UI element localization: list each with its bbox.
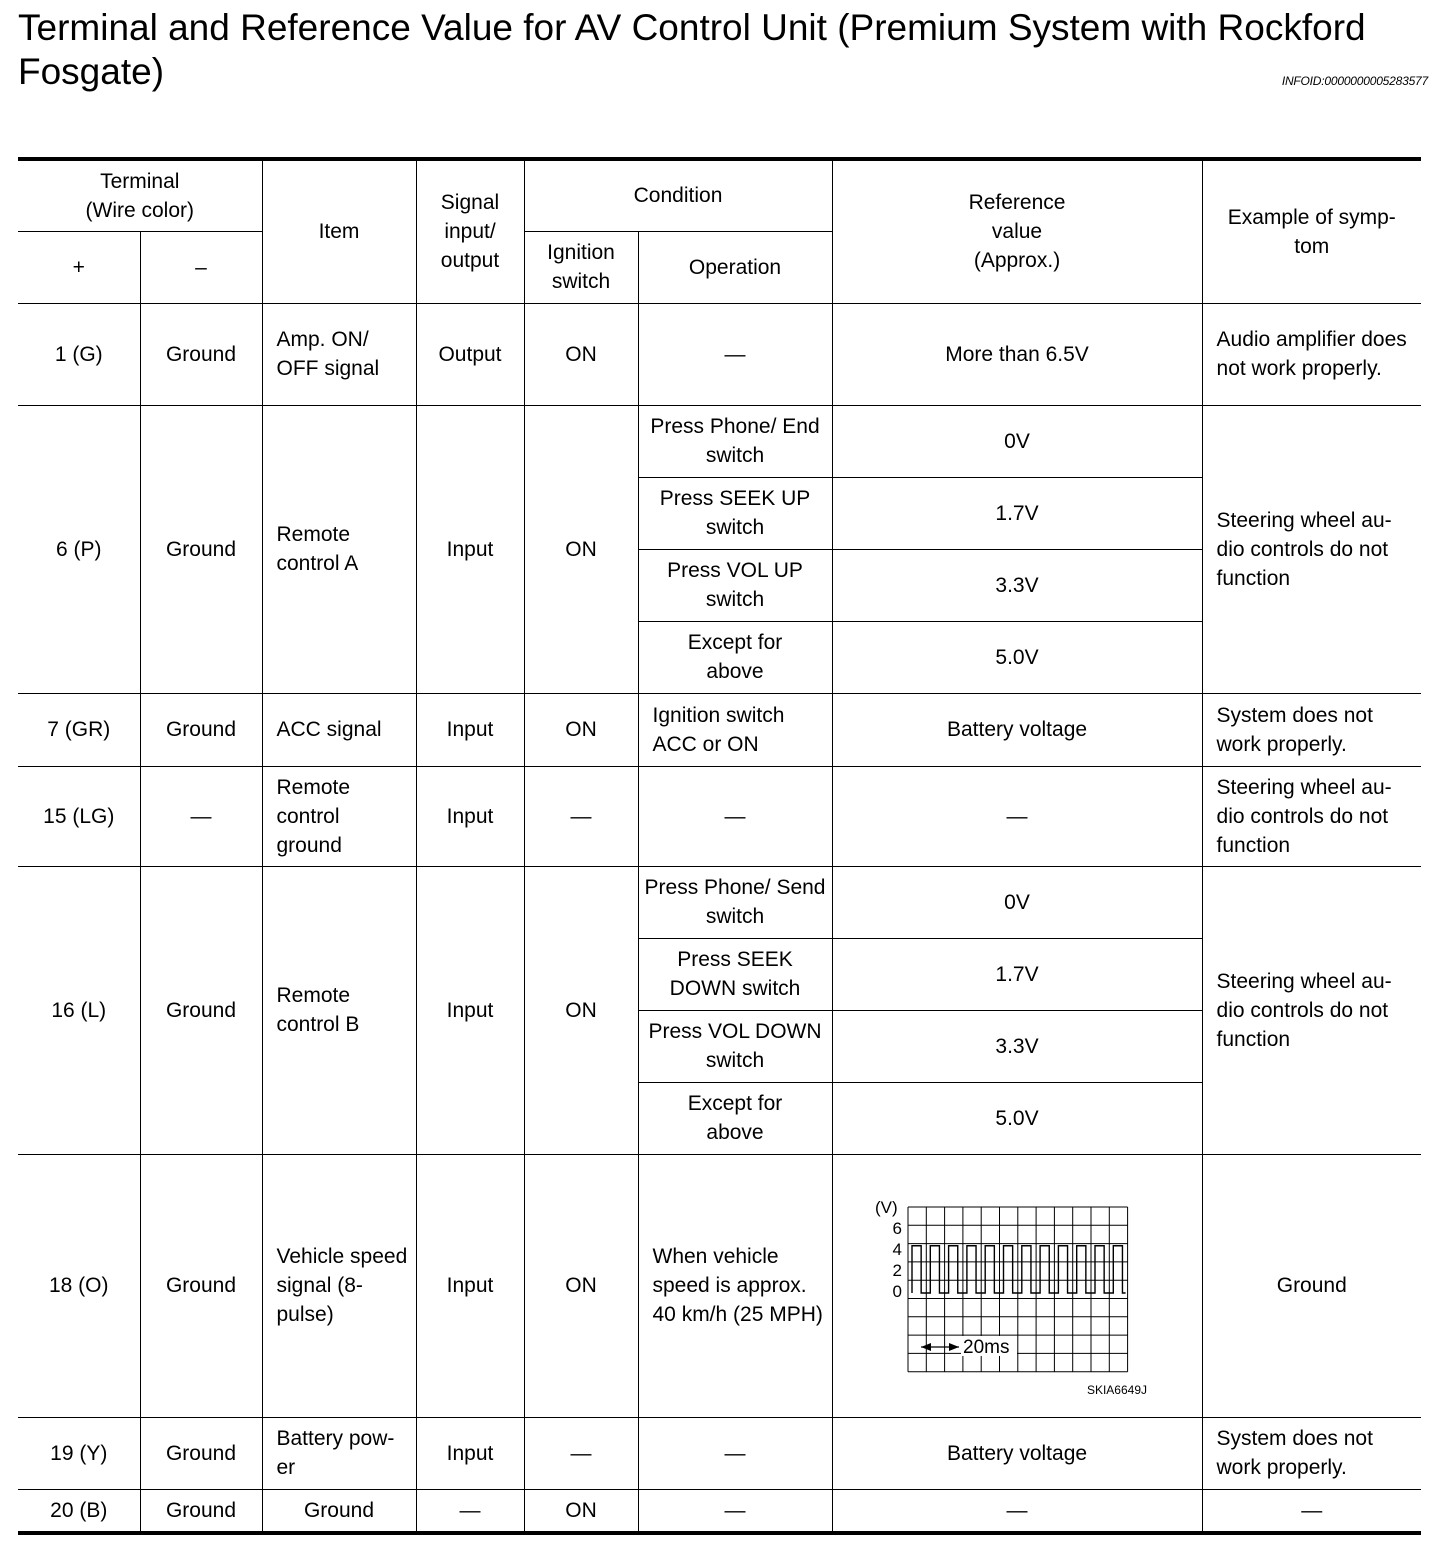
cell-reference: Battery voltage <box>832 693 1202 766</box>
figure-id: SKIA6649J <box>1086 1382 1147 1397</box>
table-row <box>18 405 1421 477</box>
cell-minus: Ground <box>140 1417 262 1489</box>
cell-signal: Input <box>416 693 524 766</box>
cell-plus: 1 (G) <box>18 303 140 405</box>
cell-item: Remote control A <box>262 405 416 693</box>
cell-operation: Press SEEK DOWN switch <box>638 938 832 1010</box>
cell-symptom: — <box>1202 1489 1421 1533</box>
table-row <box>18 1489 1421 1533</box>
table-row <box>18 1154 1421 1417</box>
cell-operation: Press Phone/ End switch <box>638 405 832 477</box>
cell-operation: When vehicle speed is approx. 40 km/h (25 MPH) <box>638 1154 832 1417</box>
cell-minus: Ground <box>140 303 262 405</box>
table-row <box>18 766 1421 866</box>
cell-ignition: ON <box>524 866 638 1154</box>
cell-plus: 6 (P) <box>18 405 140 693</box>
cell-reference: 5.0V <box>832 1082 1202 1154</box>
cell-reference: — <box>832 1489 1202 1533</box>
header-wire-color-label: (Wire color) <box>85 198 194 222</box>
cell-signal: Input <box>416 405 524 693</box>
cell-ignition: ON <box>524 1489 638 1533</box>
cell-ignition: — <box>524 1417 638 1489</box>
header-reference: Reference value (Approx.) <box>832 159 1202 303</box>
cell-reference: 1.7V <box>832 938 1202 1010</box>
header-ignition: Ignition switch <box>524 231 638 303</box>
cell-item: Battery pow- er <box>262 1417 416 1489</box>
cell-ignition: ON <box>524 303 638 405</box>
header-terminal-label: Terminal <box>100 169 180 193</box>
cell-signal: Input <box>416 1154 524 1417</box>
waveform-unit-label: (V) <box>874 1197 898 1217</box>
cell-item: ACC signal <box>262 693 416 766</box>
cell-operation: Except for above <box>638 1082 832 1154</box>
cell-operation: — <box>638 1417 832 1489</box>
cell-plus: 20 (B) <box>18 1489 140 1533</box>
table-row <box>18 1417 1421 1489</box>
waveform-y-tick: 6 <box>892 1218 902 1238</box>
waveform-time-label: 20ms <box>962 1336 1009 1358</box>
cell-symptom: Steering wheel au- dio controls do not function <box>1202 866 1421 1154</box>
cell-plus: 19 (Y) <box>18 1417 140 1489</box>
cell-reference: 3.3V <box>832 549 1202 621</box>
cell-reference: 0V <box>832 405 1202 477</box>
cell-item: Vehicle speed signal (8-pulse) <box>262 1154 416 1417</box>
cell-plus: 7 (GR) <box>18 693 140 766</box>
header-symptom: Example of symp- tom <box>1202 159 1421 303</box>
cell-minus: Ground <box>140 1154 262 1417</box>
cell-item: Ground <box>262 1489 416 1533</box>
cell-symptom: Steering wheel au- dio controls do not function <box>1202 405 1421 693</box>
terminal-reference-table <box>18 157 1421 1535</box>
header-operation: Operation <box>638 231 832 303</box>
waveform-y-tick: 2 <box>892 1260 902 1280</box>
cell-operation: Press SEEK UP switch <box>638 477 832 549</box>
cell-minus: Ground <box>140 1489 262 1533</box>
cell-signal: — <box>416 1489 524 1533</box>
cell-item: Remote control B <box>262 866 416 1154</box>
cell-ignition: — <box>524 766 638 866</box>
cell-reference: 3.3V <box>832 1010 1202 1082</box>
cell-operation: Press VOL UP switch <box>638 549 832 621</box>
waveform-trace <box>912 1245 1126 1292</box>
cell-reference: 0V <box>832 866 1202 938</box>
header-plus: + <box>18 231 140 303</box>
header-minus: – <box>140 231 262 303</box>
cell-symptom: Steering wheel au- dio controls do not function <box>1202 766 1421 866</box>
cell-plus: 15 (LG) <box>18 766 140 866</box>
cell-operation: Except for above <box>638 621 832 693</box>
header-item: Item <box>262 159 416 303</box>
cell-ignition: ON <box>524 693 638 766</box>
header-signal: Signal input/ output <box>416 159 524 303</box>
header-terminal <box>18 159 262 231</box>
cell-symptom: System does not work properly. <box>1202 1417 1421 1489</box>
cell-operation: Ignition switch ACC or ON <box>638 693 832 766</box>
header-condition: Condition <box>524 159 832 231</box>
cell-operation: — <box>638 1489 832 1533</box>
cell-plus: 16 (L) <box>18 866 140 1154</box>
cell-ignition: ON <box>524 1154 638 1417</box>
table-row <box>18 693 1421 766</box>
info-id: INFOID:0000000005283577 <box>1281 74 1428 88</box>
cell-reference-waveform <box>832 1154 1202 1417</box>
cell-signal: Input <box>416 866 524 1154</box>
waveform-y-tick: 0 <box>892 1281 902 1301</box>
table-row <box>18 303 1421 405</box>
cell-item: Amp. ON/ OFF signal <box>262 303 416 405</box>
cell-operation: Press VOL DOWN switch <box>638 1010 832 1082</box>
cell-reference: 5.0V <box>832 621 1202 693</box>
cell-reference: More than 6.5V <box>832 303 1202 405</box>
page-title: Terminal and Reference Value for AV Control Unit (Premium System with Rockford Fosgate) <box>18 7 1366 92</box>
cell-minus: Ground <box>140 866 262 1154</box>
cell-symptom: Audio amplifier does not work properly. <box>1202 303 1421 405</box>
cell-symptom: System does not work properly. <box>1202 693 1421 766</box>
cell-minus: Ground <box>140 405 262 693</box>
cell-symptom: Ground <box>1202 1154 1421 1417</box>
cell-item: Remote control ground <box>262 766 416 866</box>
cell-minus: — <box>140 766 262 866</box>
cell-signal: Input <box>416 766 524 866</box>
cell-plus: 18 (O) <box>18 1154 140 1417</box>
cell-operation: — <box>638 766 832 866</box>
cell-operation: Press Phone/ Send switch <box>638 866 832 938</box>
cell-signal: Output <box>416 303 524 405</box>
cell-signal: Input <box>416 1417 524 1489</box>
cell-minus: Ground <box>140 693 262 766</box>
cell-ignition: ON <box>524 405 638 693</box>
cell-reference: — <box>832 766 1202 866</box>
waveform-y-tick: 4 <box>892 1239 902 1259</box>
cell-reference: Battery voltage <box>832 1417 1202 1489</box>
cell-reference: 1.7V <box>832 477 1202 549</box>
cell-operation: — <box>638 303 832 405</box>
waveform-figure <box>833 1157 1201 1415</box>
table-row <box>18 866 1421 938</box>
